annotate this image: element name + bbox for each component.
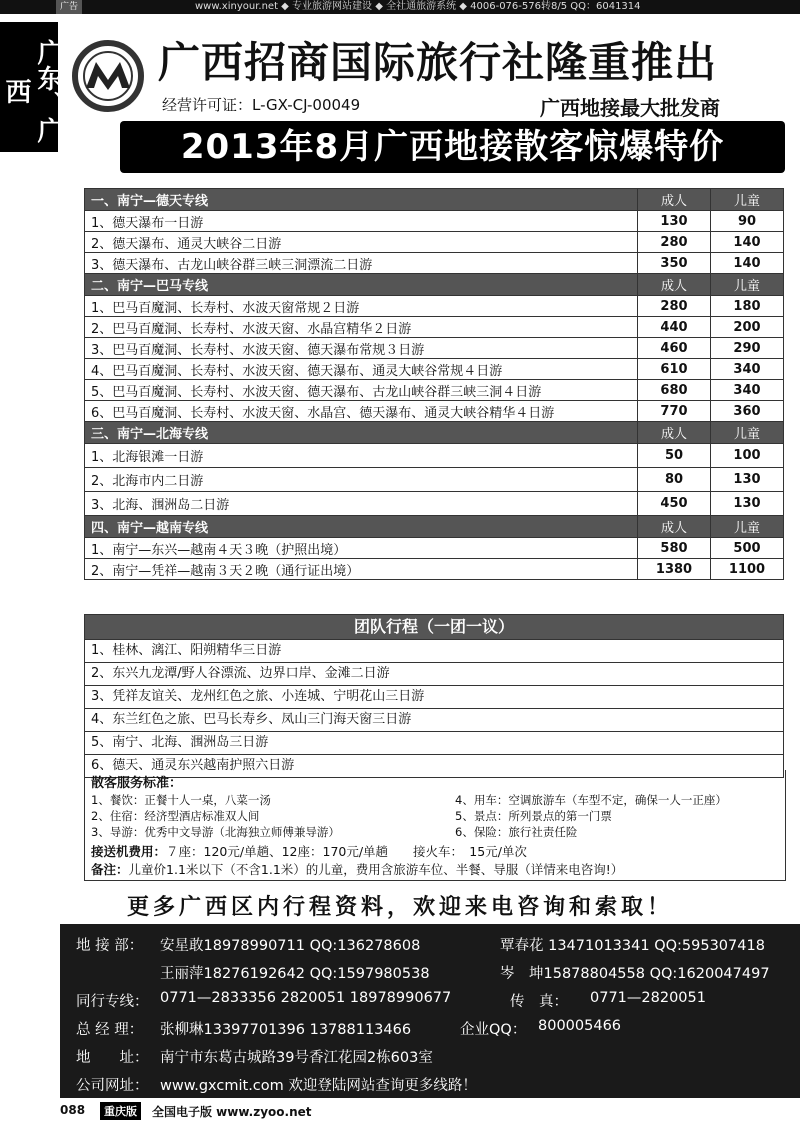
route-name: 1、德天瀑布一日游 [85, 211, 638, 232]
table-row [85, 444, 784, 468]
region-side-label [0, 22, 63, 152]
pickup-label: 接送机费用： [91, 844, 167, 859]
section-header-row [85, 274, 784, 296]
child-price: 360 [711, 401, 784, 422]
pickup-fee [91, 842, 527, 860]
table-row [85, 401, 784, 422]
manager-phone: 张柳琳13397701396 13788113466 [160, 1022, 412, 1038]
child-price: 290 [711, 338, 784, 359]
table-row [85, 559, 784, 580]
route-name: 1、北海银滩一日游 [85, 444, 638, 468]
adult-column-header: 成人 [638, 189, 711, 211]
section-header-row [85, 422, 784, 444]
child-price: 340 [711, 380, 784, 401]
route-name: 3、北海、涠洲岛二日游 [85, 492, 638, 516]
list-item: 2、东兴九龙潭/野人谷漂流、边界口岸、金滩二日游 [85, 663, 783, 686]
service-item: 5、景点：所列景点的第一门票 [455, 809, 612, 823]
service-item: 2、住宿：经济型酒店标准双人间 [91, 809, 260, 823]
route-name: 2、巴马百魔洞、长寿村、水波天窗、水晶宫精华２日游 [85, 317, 638, 338]
route-name: 4、巴马百魔洞、长寿村、水波天窗、德天瀑布、通灵大峡谷常规４日游 [85, 359, 638, 380]
fax-number: 0771—2820051 [590, 990, 706, 1006]
qq-number: 800005466 [538, 1018, 622, 1034]
list-item: 4、东兰红色之旅、巴马长寿乡、凤山三门海天窗三日游 [85, 709, 783, 732]
service-title: 散客服务标准： [91, 776, 183, 791]
note-label: 备注： [91, 862, 129, 877]
region-side-text: 广东、广西 [1, 39, 63, 143]
group-tours-title: 团队行程（一团一议） [84, 614, 784, 640]
child-price: 500 [711, 538, 784, 559]
adult-column-header: 成人 [638, 274, 711, 296]
table-row [85, 359, 784, 380]
headline-banner: 2013年8月广西地接散客惊爆特价 [120, 121, 785, 173]
group-tours-list [84, 640, 784, 778]
child-column-header: 儿童 [711, 422, 784, 444]
child-price: 1100 [711, 559, 784, 580]
adult-price: 80 [638, 468, 711, 492]
adult-price: 770 [638, 401, 711, 422]
route-name: 5、巴马百魔洞、长寿村、水波天窗、德天瀑布、古龙山峡谷群三峡三洞４日游 [85, 380, 638, 401]
manager-label: 总 经 理： [76, 1022, 144, 1038]
adult-price: 50 [638, 444, 711, 468]
tonghang-label: 同行专线： [76, 994, 149, 1010]
route-name: 2、北海市内二日游 [85, 468, 638, 492]
more-info-line: 更多广西区内行程资料，欢迎来电咨询和索取！ [126, 895, 673, 920]
page-title: 广西招商国际旅行社隆重推出 [158, 38, 718, 87]
child-price: 140 [711, 232, 784, 253]
adult-price: 350 [638, 253, 711, 274]
child-price: 130 [711, 492, 784, 516]
route-name: 6、巴马百魔洞、长寿村、水波天窗、水晶宫、德天瀑布、通灵大峡谷精华４日游 [85, 401, 638, 422]
child-price: 100 [711, 444, 784, 468]
child-column-header: 儿童 [711, 516, 784, 538]
table-row [85, 492, 784, 516]
dijie-contact: 岑 坤15878804558 QQ:1620047497 [500, 966, 770, 982]
license-number: 经营许可证：L-GX-CJ-00049 [162, 96, 361, 114]
route-name: 3、德天瀑布、古龙山峡谷群三峡三洞漂流二日游 [85, 253, 638, 274]
address-label: 地 址： [76, 1050, 149, 1066]
adult-price: 280 [638, 296, 711, 317]
website-link[interactable]: www.gxcmit.com 欢迎登陆网站查询更多线路！ [160, 1078, 477, 1094]
table-row [85, 468, 784, 492]
child-price: 180 [711, 296, 784, 317]
dijie-contact: 安星敢18978990711 QQ:136278608 [160, 938, 421, 954]
route-name: 1、南宁—东兴—越南４天３晚（护照出境） [85, 538, 638, 559]
service-item: 3、导游：优秀中文导游（北海独立师傅兼导游） [91, 825, 340, 839]
note [91, 860, 623, 878]
table-row [85, 211, 784, 232]
slogan: 广西地接最大批发商 [540, 96, 720, 120]
footer-website[interactable]: 全国电子版 www.zyoo.net [152, 1105, 312, 1119]
table-row [85, 338, 784, 359]
table-row [85, 317, 784, 338]
child-column-header: 儿童 [711, 274, 784, 296]
list-item: 3、凭祥友谊关、龙州红色之旅、小连城、宁明花山三日游 [85, 686, 783, 709]
price-table [84, 188, 784, 580]
tonghang-phone: 0771—2833356 2820051 18978990677 [160, 990, 452, 1006]
group-tours [84, 614, 784, 778]
table-row [85, 380, 784, 401]
fax-label: 传 真： [510, 994, 568, 1010]
ad-tag: 广告 [56, 0, 82, 14]
ad-strip-text: www.xinyour.net ◆ 专业旅游网站建设 ◆ 全社通旅游系统 ◆ 4006-076-576转8/5 QQ：6041314 [195, 1, 641, 12]
child-price: 130 [711, 468, 784, 492]
service-item: 6、保险：旅行社责任险 [455, 825, 578, 839]
child-price: 200 [711, 317, 784, 338]
table-row [85, 232, 784, 253]
child-price: 140 [711, 253, 784, 274]
address: 南宁市东葛古城路39号香江花园2栋603室 [160, 1050, 433, 1066]
section-header-row [85, 189, 784, 211]
adult-price: 130 [638, 211, 711, 232]
top-ad-strip [0, 0, 800, 14]
note-text: 儿童价1.1米以下（不含1.1米）的儿童，费用含旅游车位、半餐、导服（详情来电咨询!） [128, 862, 624, 877]
route-name: 2、德天瀑布、通灵大峡谷二日游 [85, 232, 638, 253]
service-standards [84, 770, 786, 881]
adult-price: 680 [638, 380, 711, 401]
service-item: 4、用车：空调旅游车（车型不定，确保一人一正座） [455, 793, 727, 807]
section-title: 一、南宁—德天专线 [85, 189, 638, 211]
route-name: 2、南宁—凭祥—越南３天２晚（通行证出境） [85, 559, 638, 580]
page-footer [0, 1101, 800, 1121]
qq-label: 企业QQ： [460, 1022, 527, 1038]
pickup-text: ７座：120元/单趟、12座：170元/单趟 接火车： 15元/单次 [166, 844, 527, 859]
section-title: 三、南宁—北海专线 [85, 422, 638, 444]
page-number: 088 [60, 1103, 86, 1117]
list-item: 1、桂林、漓江、阳朔精华三日游 [85, 640, 783, 663]
adult-price: 440 [638, 317, 711, 338]
service-item: 1、餐饮：正餐十人一桌，八菜一汤 [91, 793, 271, 807]
contact-block [60, 924, 800, 1098]
company-logo [72, 40, 144, 112]
child-price: 90 [711, 211, 784, 232]
adult-column-header: 成人 [638, 422, 711, 444]
section-header-row [85, 516, 784, 538]
adult-price: 460 [638, 338, 711, 359]
edition-badge: 重庆版 [100, 1102, 141, 1120]
adult-price: 580 [638, 538, 711, 559]
adult-column-header: 成人 [638, 516, 711, 538]
adult-price: 610 [638, 359, 711, 380]
section-title: 四、南宁—越南专线 [85, 516, 638, 538]
dijie-label: 地 接 部： [76, 938, 144, 954]
website-label: 公司网址： [76, 1078, 149, 1094]
route-name: 3、巴马百魔洞、长寿村、水波天窗、德天瀑布常规３日游 [85, 338, 638, 359]
child-column-header: 儿童 [711, 189, 784, 211]
table-row [85, 253, 784, 274]
list-item: 6、德天、通灵东兴越南护照六日游 [85, 755, 783, 778]
section-title: 二、南宁—巴马专线 [85, 274, 638, 296]
adult-price: 1380 [638, 559, 711, 580]
route-name: 1、巴马百魔洞、长寿村、水波天窗常规２日游 [85, 296, 638, 317]
child-price: 340 [711, 359, 784, 380]
list-item: 5、南宁、北海、涠洲岛三日游 [85, 732, 783, 755]
table-row [85, 538, 784, 559]
table-row [85, 296, 784, 317]
adult-price: 280 [638, 232, 711, 253]
dijie-contact: 王丽萍18276192642 QQ:1597980538 [160, 966, 430, 982]
dijie-contact: 覃春花 13471013341 QQ:595307418 [500, 938, 765, 954]
adult-price: 450 [638, 492, 711, 516]
